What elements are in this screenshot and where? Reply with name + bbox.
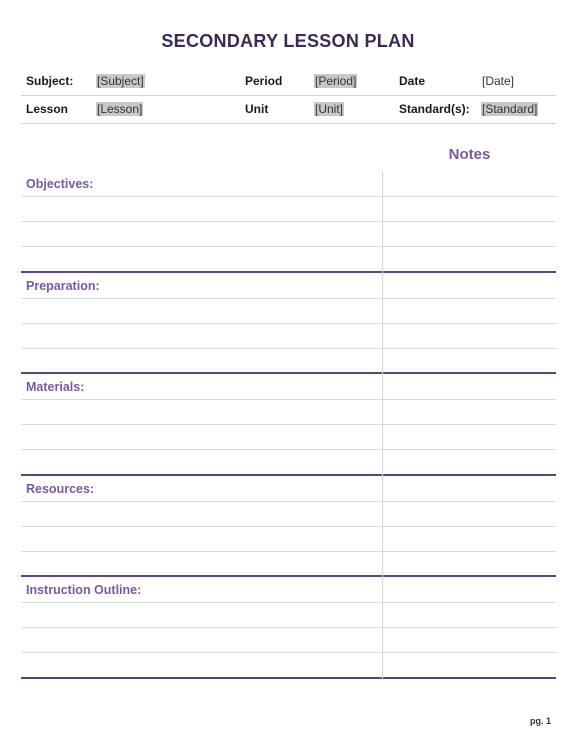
rule-line xyxy=(21,627,556,628)
section-label: Resources: xyxy=(26,481,95,496)
rule-line xyxy=(21,652,556,653)
rule-line xyxy=(21,221,556,222)
section-label: Instruction Outline: xyxy=(26,583,142,598)
section-preparation[interactable] xyxy=(21,273,556,375)
notes-column-divider xyxy=(382,171,383,679)
subject-label: Subject: xyxy=(26,74,74,88)
notes-heading: Notes xyxy=(448,146,491,163)
rule-line xyxy=(21,526,556,527)
rule-line xyxy=(21,449,556,450)
section-label: Objectives: xyxy=(26,177,94,191)
section-materials[interactable] xyxy=(21,374,556,476)
rule-line xyxy=(21,246,556,247)
date-label: Date xyxy=(399,74,426,88)
rule-line xyxy=(21,424,556,425)
rule-line xyxy=(21,399,556,400)
lesson-label: Lesson xyxy=(26,102,69,116)
page-number: pg. 1 xyxy=(529,716,551,726)
section-label: Preparation: xyxy=(26,278,100,293)
rule-line xyxy=(21,348,556,349)
period-field[interactable]: [Period] xyxy=(315,74,357,88)
info-row-2 xyxy=(21,96,556,124)
unit-label: Unit xyxy=(245,102,269,116)
standards-label: Standard(s): xyxy=(399,102,470,116)
rule-line xyxy=(21,298,556,299)
section-resources[interactable] xyxy=(21,476,556,578)
info-row-1 xyxy=(21,68,556,96)
period-label: Period xyxy=(245,74,283,88)
rule-line xyxy=(21,501,556,502)
rule-line xyxy=(21,196,556,197)
subject-field[interactable]: [Subject] xyxy=(97,74,144,88)
sections-grid xyxy=(21,171,556,679)
rule-line xyxy=(21,602,556,603)
header-info-table xyxy=(21,68,556,124)
section-instruction-outline[interactable] xyxy=(21,577,556,679)
section-objectives[interactable] xyxy=(21,171,556,273)
date-field[interactable]: [Date] xyxy=(482,74,515,88)
standards-field[interactable]: [Standard] xyxy=(482,102,538,116)
lesson-field[interactable]: [Lesson] xyxy=(97,102,143,116)
rule-line xyxy=(21,323,556,324)
page-title: SECONDARY LESSON PLAN xyxy=(161,31,415,51)
section-label: Materials: xyxy=(26,380,85,395)
unit-field[interactable]: [Unit] xyxy=(315,102,344,116)
rule-line xyxy=(21,551,556,552)
